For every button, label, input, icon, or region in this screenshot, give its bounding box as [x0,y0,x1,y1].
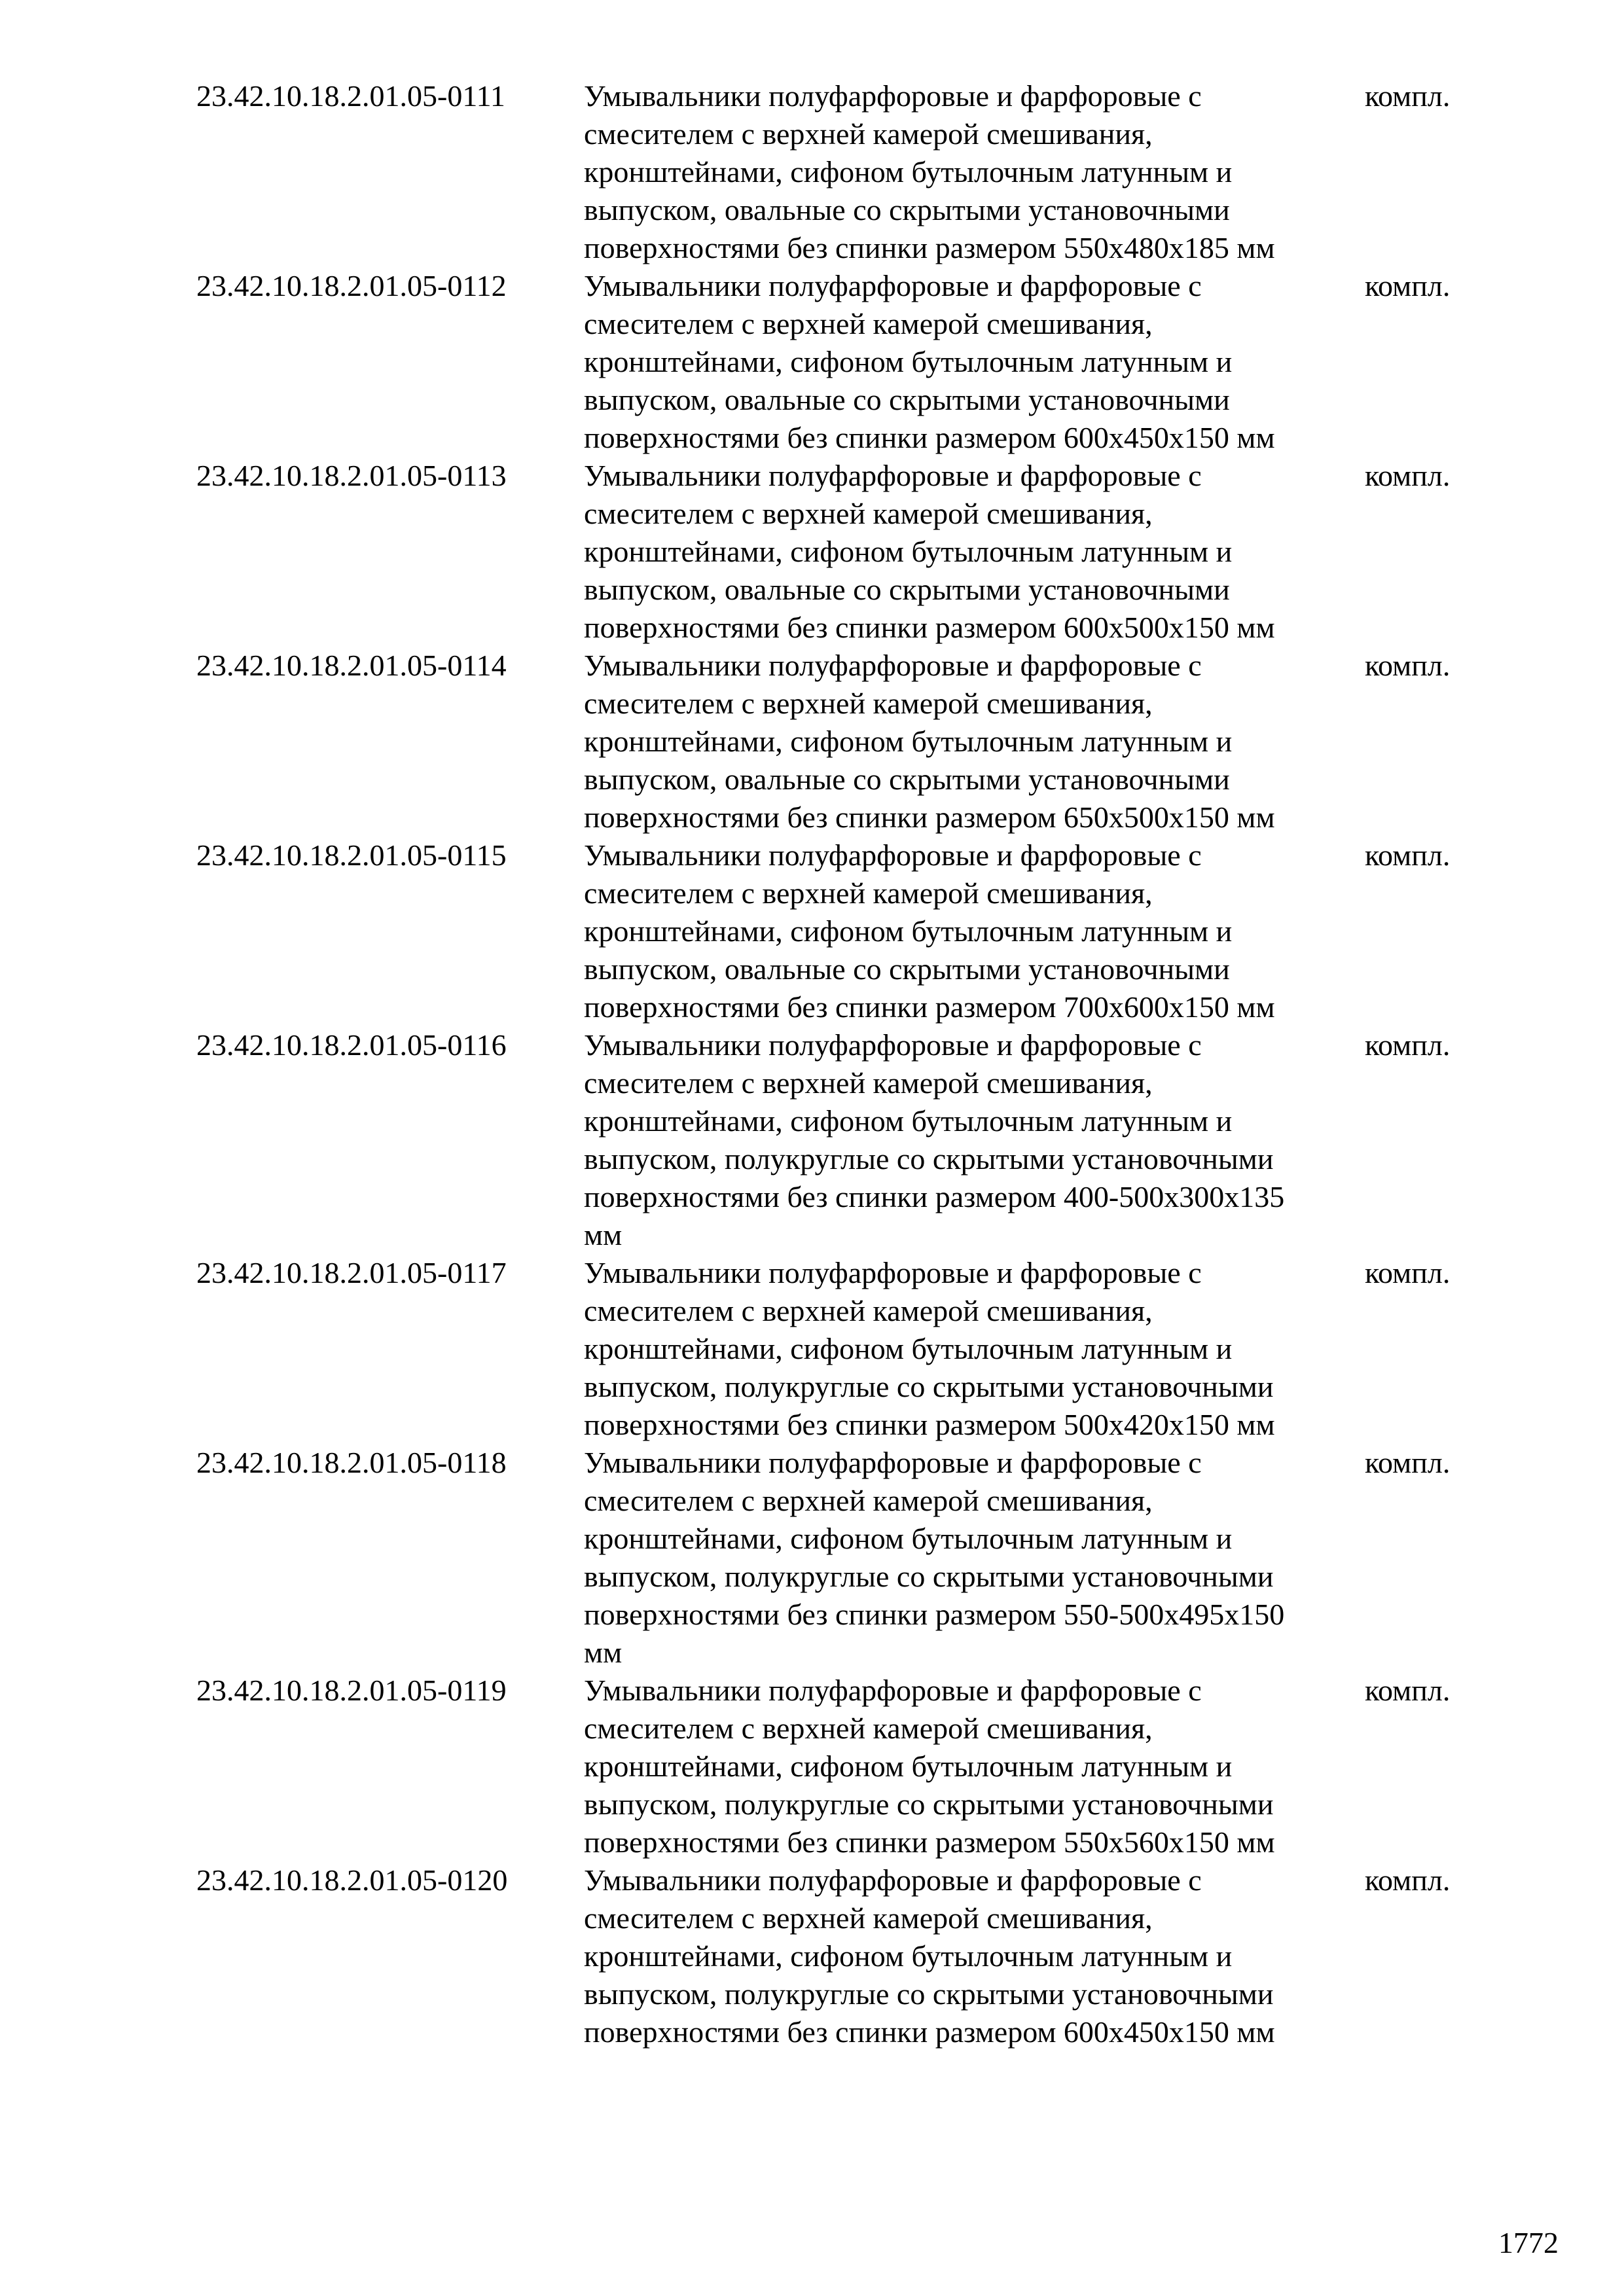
description-line: поверхностями без спинки размером 600x450x150 мм [584,2015,1275,2049]
description-line: выпуском, овальные со скрытыми установочными [584,193,1230,226]
description-line: смесителем с верхней камерой смешивания, [584,117,1153,151]
description-line: Умывальники полуфарфоровые и фарфоровые с [584,459,1202,492]
description-line: Умывальники полуфарфоровые и фарфоровые с [584,1674,1202,1707]
entry-unit: компл. [1365,269,1451,302]
description-line: Умывальники полуфарфоровые и фарфоровые с [584,649,1202,682]
entry-unit: компл. [1365,1028,1451,1062]
catalog-entry [196,1026,1506,1254]
description-line: поверхностями без спинки размером 550x560x150 мм [584,1825,1275,1859]
entry-unit: компл. [1365,838,1451,872]
description-line: смесителем с верхней камерой смешивания, [584,497,1153,530]
page-number: 1772 [1498,2226,1559,2259]
description-line: смесителем с верхней камерой смешивания, [584,1901,1153,1935]
entry-code: 23.42.10.18.2.01.05-0118 [196,1446,507,1479]
entry-unit: компл. [1365,1674,1451,1707]
entry-code: 23.42.10.18.2.01.05-0119 [196,1674,507,1707]
entry-code: 23.42.10.18.2.01.05-0114 [196,649,507,682]
description-line: Умывальники полуфарфоровые и фарфоровые с [584,1863,1202,1897]
description-line: Умывальники полуфарфоровые и фарфоровые с [584,1446,1202,1479]
description-line: кронштейнами, сифоном бутылочным латунным и [584,345,1233,378]
description-line: выпуском, полукруглые со скрытыми установочными [584,1560,1274,1593]
entry-unit: компл. [1365,1446,1451,1479]
description-line: поверхностями без спинки размером 700x600x150 мм [584,990,1275,1024]
description-line: кронштейнами, сифоном бутылочным латунным и [584,155,1233,188]
description-line: поверхностями без спинки размером 650x500x150 мм [584,800,1275,834]
catalog-entry [196,1861,1506,2051]
catalog-entry [196,1254,1506,1444]
description-line: выпуском, полукруглые со скрытыми установочными [584,1787,1274,1821]
entry-code: 23.42.10.18.2.01.05-0111 [196,79,505,113]
description-line: выпуском, овальные со скрытыми установочными [584,952,1230,986]
description-line: смесителем с верхней камерой смешивания, [584,876,1153,910]
description-line: кронштейнами, сифоном бутылочным латунным и [584,1749,1233,1783]
description-line: кронштейнами, сифоном бутылочным латунным и [584,535,1233,568]
description-line: выпуском, овальные со скрытыми установочными [584,762,1230,796]
description-line: Умывальники полуфарфоровые и фарфоровые с [584,1256,1202,1289]
entry-code: 23.42.10.18.2.01.05-0113 [196,459,507,492]
description-line: Умывальники полуфарфоровые и фарфоровые с [584,1028,1202,1062]
catalog-entry [196,1672,1506,1861]
entry-code: 23.42.10.18.2.01.05-0115 [196,838,507,872]
entry-unit: компл. [1365,1863,1451,1897]
description-line: Умывальники полуфарфоровые и фарфоровые с [584,838,1202,872]
description-line: Умывальники полуфарфоровые и фарфоровые с [584,269,1202,302]
entry-unit: компл. [1365,1256,1451,1289]
description-line: поверхностями без спинки размером 400-500x300x135 [584,1180,1285,1213]
entry-unit: компл. [1365,79,1451,113]
description-line: смесителем с верхней камерой смешивания, [584,1484,1153,1517]
description-line: смесителем с верхней камерой смешивания, [584,687,1153,720]
catalog-entry [196,457,1506,647]
description-line: мм [584,1636,623,1669]
description-line: кронштейнами, сифоном бутылочным латунным и [584,914,1233,948]
description-line: кронштейнами, сифоном бутылочным латунным и [584,725,1233,758]
description-line: кронштейнами, сифоном бутылочным латунным и [584,1939,1233,1973]
catalog-entry [196,267,1506,457]
catalog-entry [196,647,1506,836]
description-line: выпуском, полукруглые со скрытыми установочными [584,1370,1274,1403]
description-line: выпуском, полукруглые со скрытыми установочными [584,1142,1274,1175]
description-line: смесителем с верхней камерой смешивания, [584,1294,1153,1327]
catalog-entry [196,1444,1506,1672]
catalog-list [196,77,1506,2051]
description-line: выпуском, овальные со скрытыми установочными [584,383,1230,416]
description-line: выпуском, полукруглые со скрытыми установочными [584,1977,1274,2011]
entry-code: 23.42.10.18.2.01.05-0112 [196,269,507,302]
description-line: кронштейнами, сифоном бутылочным латунным и [584,1104,1233,1138]
description-line: Умывальники полуфарфоровые и фарфоровые с [584,79,1202,113]
entry-code: 23.42.10.18.2.01.05-0117 [196,1256,507,1289]
description-line: поверхностями без спинки размером 500x420x150 мм [584,1408,1275,1441]
entry-code: 23.42.10.18.2.01.05-0120 [196,1863,508,1897]
description-line: поверхностями без спинки размером 550-500x495x150 [584,1598,1285,1631]
description-line: выпуском, овальные со скрытыми установочными [584,573,1230,606]
entry-code: 23.42.10.18.2.01.05-0116 [196,1028,507,1062]
description-line: смесителем с верхней камерой смешивания, [584,1712,1153,1745]
description-line: кронштейнами, сифоном бутылочным латунным и [584,1522,1233,1555]
description-line: кронштейнами, сифоном бутылочным латунным и [584,1332,1233,1365]
description-line: смесителем с верхней камерой смешивания, [584,307,1153,340]
description-line: поверхностями без спинки размером 600x450x150 мм [584,421,1275,454]
catalog-entry [196,77,1506,267]
description-line: поверхностями без спинки размером 550x480x185 мм [584,231,1275,264]
entry-unit: компл. [1365,649,1451,682]
entry-unit: компл. [1365,459,1451,492]
description-line: смесителем с верхней камерой смешивания, [584,1066,1153,1100]
description-line: поверхностями без спинки размером 600x500x150 мм [584,611,1275,644]
catalog-entry [196,836,1506,1026]
description-line: мм [584,1218,623,1251]
